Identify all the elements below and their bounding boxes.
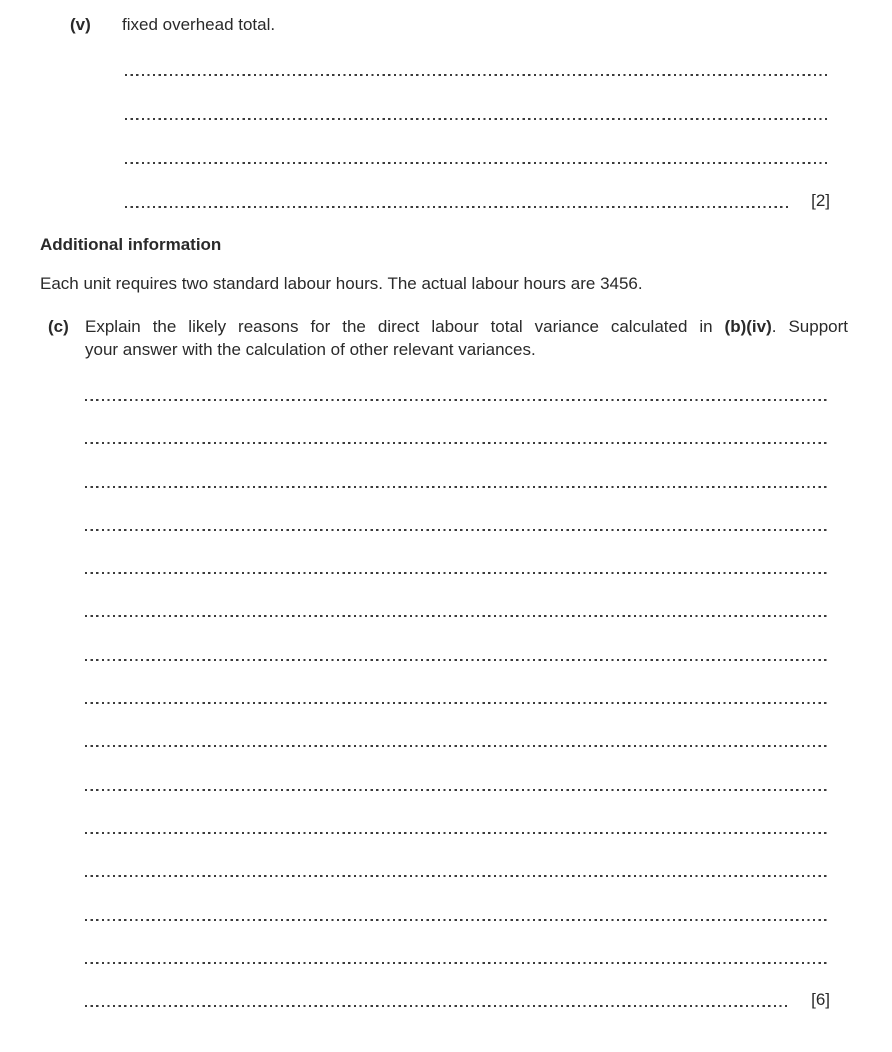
additional-info-body: Each unit requires two standard labour hours. The actual labour hours are 3456. — [40, 274, 643, 293]
answer-line — [85, 962, 830, 964]
answer-line — [85, 659, 830, 661]
answer-line — [125, 206, 788, 208]
question-v-label: (v) — [70, 15, 91, 34]
question-c-line1 — [85, 316, 848, 339]
question-c-text-before: Explain the likely reasons for the direct labour total variance calculated in — [85, 317, 725, 336]
answer-line — [85, 529, 830, 531]
answer-line-with-marks — [85, 989, 830, 1009]
answer-line — [85, 572, 830, 574]
question-v-text: fixed overhead total. — [122, 15, 276, 34]
answer-line — [85, 875, 830, 877]
question-c-label: (c) — [48, 317, 69, 336]
question-c-line2: your answer with the calculation of other relevant variances. — [85, 339, 536, 359]
answer-line — [85, 745, 830, 747]
answer-lines-c — [85, 399, 830, 1007]
marks-label: [6] — [811, 989, 830, 1009]
answer-line — [85, 789, 830, 791]
question-c-bold-reference: (b)(iv) — [724, 317, 772, 336]
answer-line — [85, 615, 830, 617]
marks-label: [2] — [811, 190, 830, 210]
answer-line-with-marks — [125, 190, 830, 210]
answer-line — [85, 1005, 788, 1007]
additional-info-heading: Additional information — [40, 235, 222, 254]
answer-line — [125, 118, 830, 120]
question-c-text-after: . Support — [771, 317, 848, 336]
answer-line — [125, 162, 830, 164]
answer-line — [85, 832, 830, 834]
answer-line — [125, 74, 830, 76]
answer-line — [85, 442, 830, 444]
answer-line — [85, 399, 830, 401]
question-c-paragraph — [85, 316, 848, 361]
answer-line — [85, 919, 830, 921]
answer-lines-v — [125, 74, 830, 208]
answer-line — [85, 702, 830, 704]
answer-line — [85, 486, 830, 488]
